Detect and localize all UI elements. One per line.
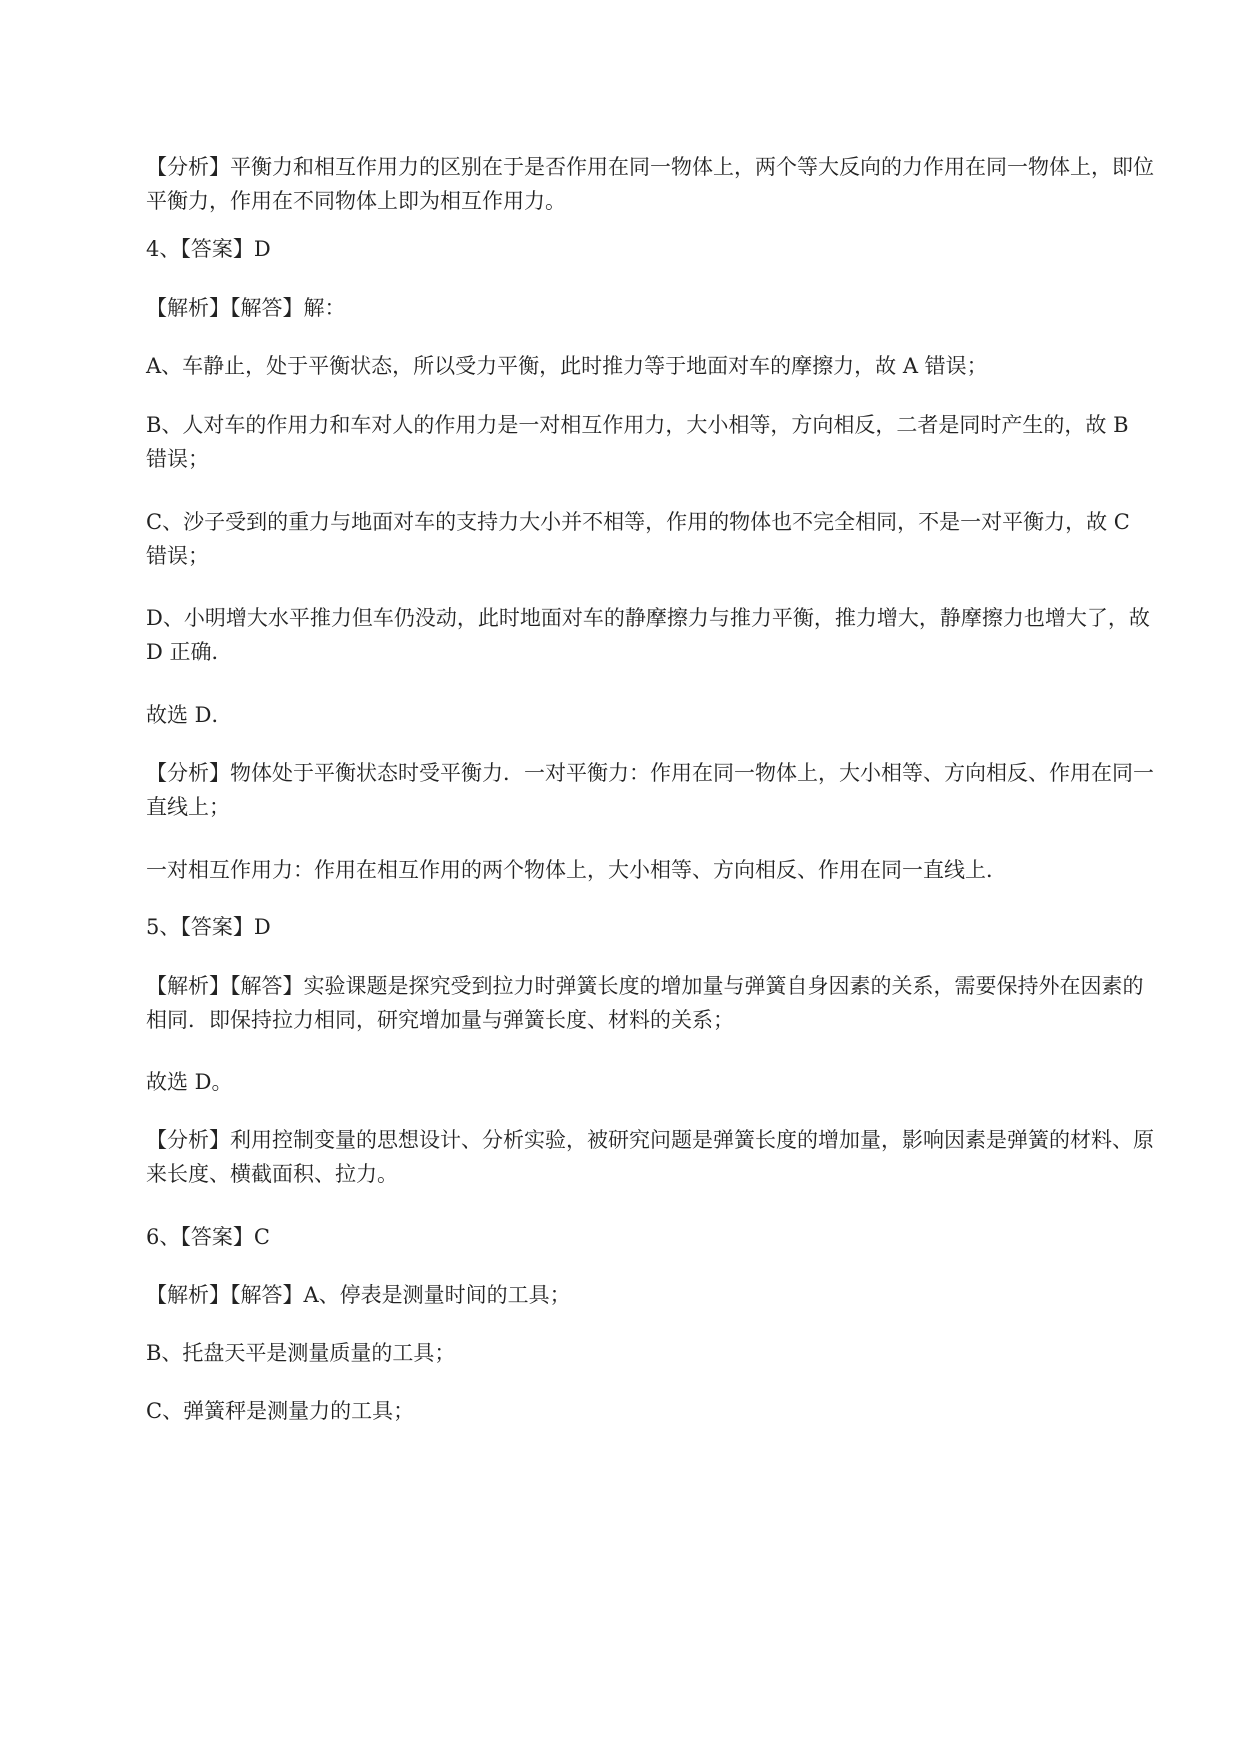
choice-5: 故选 D。 <box>146 1070 233 1094</box>
option-b: B、人对车的作用力和车对人的作用力是一对相互作用力，大小相等，方向相反，二者是同时产生的，故 B 错误； <box>146 413 1129 471</box>
option-a: A、车静止，处于平衡状态，所以受力平衡，此时推力等于地面对车的摩擦力，故 A 错误； <box>146 354 988 378</box>
choice-4: 故选 D． <box>146 703 233 727</box>
explanation-6-a: 【解析】【解答】A、停表是测量时间的工具； <box>146 1283 571 1307</box>
analysis-paragraph: 【分析】平衡力和相互作用力的区别在于是否作用在同一物体上，两个等大反向的力作用在同一物体上，即位平衡力，作用在不同物体上即为相互作用力。 <box>146 155 1154 213</box>
explanation-5: 【解析】【解答】实验课题是探究受到拉力时弹簧长度的增加量与弹簧自身因素的关系，需要保持外在因素的相同．即保持拉力相同，研究增加量与弹簧长度、材料的关系； <box>146 974 1144 1032</box>
analysis-4: 【分析】物体处于平衡状态时受平衡力．一对平衡力：作用在同一物体上，大小相等、方向相反、作用在同一直线上； <box>146 761 1154 819</box>
explanation-6-c: C、弹簧秤是测量力的工具； <box>146 1399 415 1423</box>
explanation-header: 【解析】【解答】解： <box>146 296 346 320</box>
option-c: C、沙子受到的重力与地面对车的支持力大小并不相等，作用的物体也不完全相同，不是一对平衡力，故 C 错误； <box>146 510 1130 568</box>
answer-6: 6、【答案】C <box>146 1225 270 1249</box>
analysis-4-cont: 一对相互作用力：作用在相互作用的两个物体上，大小相等、方向相反、作用在同一直线上． <box>146 858 1007 882</box>
answer-4: 4、【答案】D <box>146 237 271 261</box>
option-d: D、小明增大水平推力但车仍没动，此时地面对车的静摩擦力与推力平衡，推力增大，静摩擦力也增大了，故 D 正确． <box>146 606 1150 664</box>
answer-5: 5、【答案】D <box>146 915 271 939</box>
explanation-6-b: B、托盘天平是测量质量的工具； <box>146 1341 456 1365</box>
analysis-5: 【分析】利用控制变量的思想设计、分析实验，被研究问题是弹簧长度的增加量，影响因素是弹簧的材料、原来长度、横截面积、拉力。 <box>146 1128 1154 1186</box>
